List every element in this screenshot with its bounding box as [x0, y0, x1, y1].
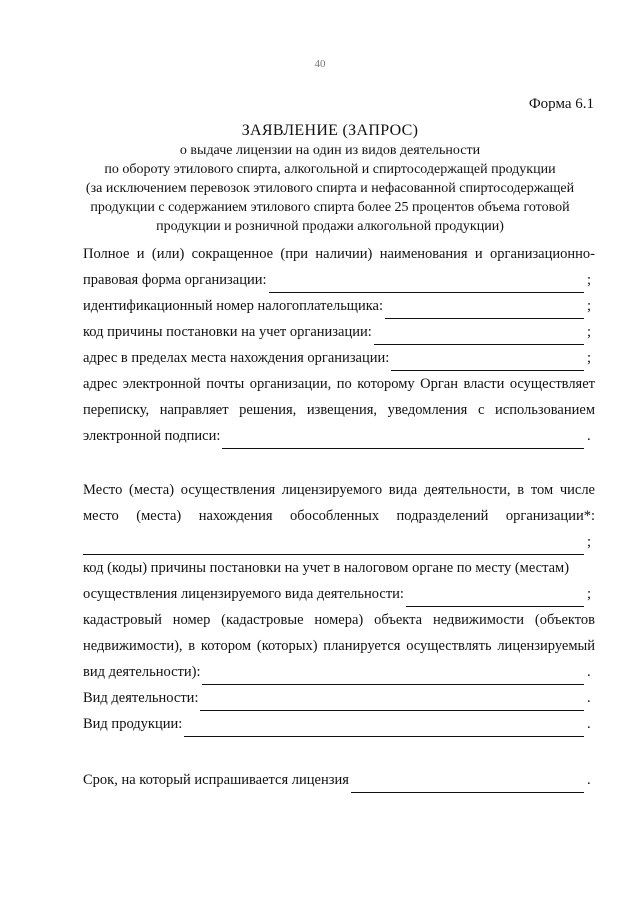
address-field[interactable]	[391, 353, 584, 371]
cadastral-field[interactable]	[202, 667, 584, 685]
activity-kpp-row	[83, 581, 595, 607]
org-name-field[interactable]	[269, 275, 584, 293]
activity-kpp-field[interactable]	[406, 589, 584, 607]
header-line-4: продукции с содержанием этилового спирта более 25 процентов объема готовой	[90, 200, 570, 215]
document-header	[60, 121, 600, 236]
semicolon: ;	[587, 586, 592, 602]
period: .	[587, 428, 591, 444]
activity-kpp-label: осуществления лицензируемого вида деятельности:	[83, 586, 404, 602]
page-number: 40	[314, 58, 326, 70]
header-line-5: продукции и розничной продажи алкогольной продукции)	[156, 219, 504, 234]
term-label: Срок, на который испрашивается лицензия	[83, 772, 349, 788]
product-type-row	[83, 711, 595, 737]
semicolon: ;	[587, 272, 592, 288]
cadastral-text: кадастровый номер (кадастровые номера) объекта недвижимости (объектов недвижимости), в котором (которых) планируется осуществлять лицензируемый	[83, 612, 595, 654]
email-row	[83, 423, 595, 449]
semicolon: ;	[587, 324, 592, 340]
activity-type-label: Вид деятельности:	[83, 690, 199, 706]
activity-type-row	[83, 685, 595, 711]
document-title: ЗАЯВЛЕНИЕ (ЗАПРОС)	[241, 122, 419, 139]
header-line-3: (за исключением перевозок этилового спирта и нефасованной спиртосодержащей	[85, 181, 575, 196]
form-number: Форма 6.1	[528, 96, 594, 112]
semicolon: ;	[587, 298, 592, 314]
address-label: адрес в пределах места нахождения организации:	[83, 350, 390, 366]
org-name-label-2: правовая форма организации:	[83, 272, 267, 288]
term-field[interactable]	[351, 775, 584, 793]
period: .	[587, 690, 591, 706]
header-line-2: по обороту этилового спирта, алкогольной и спиртосодержащей продукции	[104, 162, 556, 177]
header-line-1: о выдаче лицензии на один из видов деятельности	[179, 143, 481, 158]
period: .	[587, 772, 591, 788]
email-text: адрес электронной почты организации, по которому Орган власти осуществляет переписку, направляет решения, извещения, уведомления с использованием	[83, 376, 595, 418]
product-type-label: Вид продукции:	[83, 716, 183, 732]
product-type-field[interactable]	[184, 719, 584, 737]
activity-type-field[interactable]	[200, 693, 584, 711]
semicolon: ;	[587, 350, 592, 366]
org-name-row	[83, 267, 595, 293]
org-name-label-1: Полное и (или) сокращенное (при наличии) наименования и организационно-	[83, 246, 595, 262]
kpp-field[interactable]	[374, 327, 584, 345]
kpp-label: код причины постановки на учет организации:	[83, 324, 372, 340]
form-body	[83, 241, 595, 793]
address-row	[83, 345, 595, 371]
period: .	[587, 664, 591, 680]
cadastral-row	[83, 659, 595, 685]
activity-kpp-text: код (коды) причины постановки на учет в налоговом органе по месту (местам)	[83, 560, 570, 576]
place-text: Место (места) осуществления лицензируемого вида деятельности, в том числе место (места) нахождения обособленных подразделений организации*:	[83, 482, 595, 524]
place-field[interactable]	[83, 537, 584, 555]
cadastral-label: вид деятельности):	[83, 664, 201, 680]
email-field[interactable]	[222, 431, 584, 449]
email-label: электронной подписи:	[83, 428, 221, 444]
place-row	[83, 529, 595, 555]
period: .	[587, 716, 591, 732]
inn-field[interactable]	[385, 301, 584, 319]
term-row	[83, 767, 595, 793]
semicolon: ;	[587, 534, 592, 550]
inn-row	[83, 293, 595, 319]
kpp-row	[83, 319, 595, 345]
inn-label: идентификационный номер налогоплательщика:	[83, 298, 384, 314]
